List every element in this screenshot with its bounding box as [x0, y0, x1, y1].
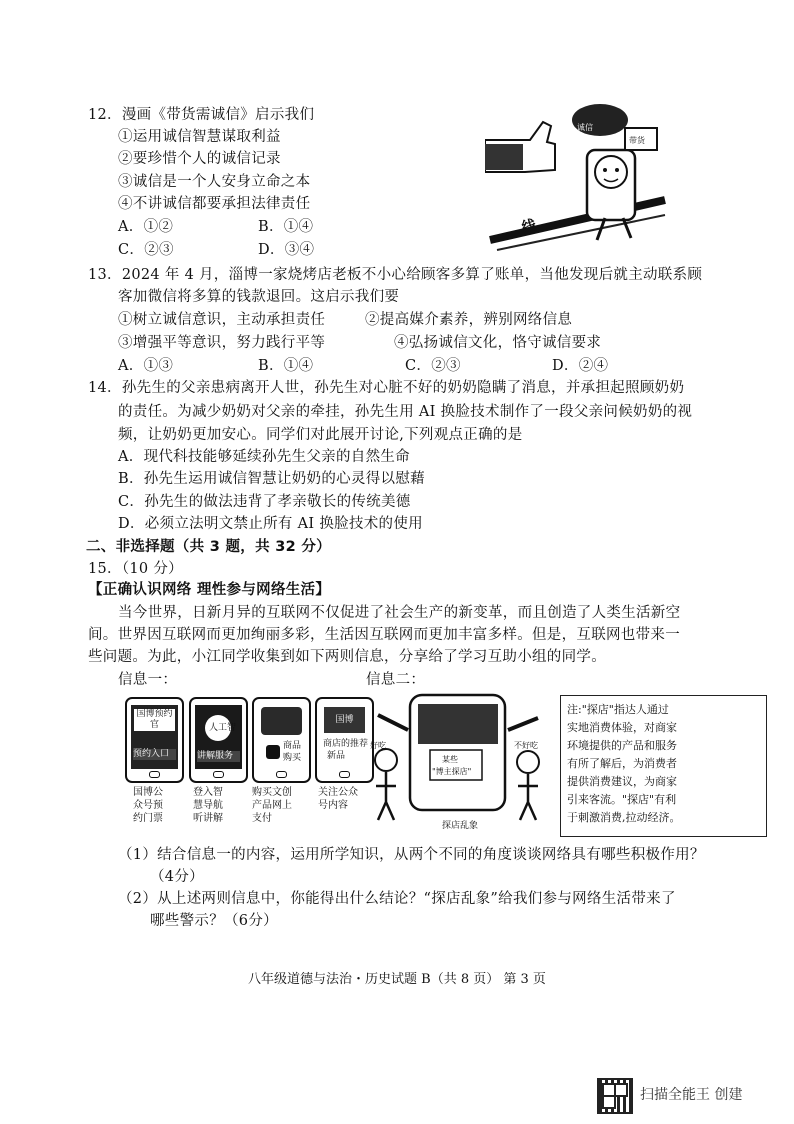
q14-choice-d: D．必须立法明文禁止所有 AI 换脸技术的使用: [118, 516, 423, 532]
q14-line-1: 14．孙先生的父亲患病离开人世，孙先生对心脏不好的奶奶隐瞒了消息，并承担起照顾奶奶: [88, 380, 685, 396]
q15-para-3: 些问题。为此，小江同学收集到如下两则信息，分享给了学习互助小组的同学。: [88, 649, 606, 665]
info-1-label: 信息一：: [118, 672, 178, 688]
q15-theme: 【正确认识网络 理性参与网络生活】: [88, 582, 331, 598]
home-button-icon: [149, 771, 160, 778]
phone-3-screen-2: 购买: [283, 753, 302, 763]
wechat-pay-icon: [266, 745, 280, 759]
q12-stem: 12．漫画《带货需诚信》启示我们: [88, 107, 315, 123]
q15-sub-1b: （4分）: [150, 869, 204, 885]
home-button-icon: [276, 771, 287, 778]
phone-4-screen-1: 国博: [324, 707, 365, 733]
q13-option-3: ③增强平等意识，努力践行平等: [118, 335, 326, 351]
q15-sub-2a: （2）从上述两则信息中，你能得出什么结论？“探店乱象”给我们参与网络生活带来了: [118, 891, 676, 907]
phone-4-screen-2: 商店的推荐: [323, 739, 369, 749]
note-line-2: 实地消费体验，对商家: [567, 721, 677, 734]
phone-1-screen-title: 国博预约官: [134, 709, 175, 731]
q13-line-2: 客加微信将多算的钱款退回。这启示我们要: [118, 289, 400, 305]
cartoon-caption: 探店乱象: [442, 821, 479, 831]
q14-choice-c: C．孙先生的做法违背了孝亲敬长的传统美德: [118, 494, 411, 510]
q13-option-4: ④弘扬诚信文化，恪守诚信要求: [394, 335, 602, 351]
q15-sub-1a: （1）结合信息一的内容，运用所学知识，从两个不同的角度谈谈网络具有哪些积极作用？: [118, 847, 705, 863]
q13-choice-d: D．②④: [552, 358, 609, 374]
q14-choice-a: A．现代科技能够延续孙先生父亲的自然生命: [118, 449, 410, 465]
cartoon-left-tag: 好吃: [370, 741, 386, 750]
cartoon-right-tag: 不好吃: [514, 741, 538, 750]
cartoon-sign-line-1: 某些: [442, 755, 458, 764]
q12-option-1: ①运用诚信智慧谋取利益: [118, 129, 281, 145]
q14-line-3: 频，让奶奶更加安心。同学们对此展开讨论,下列观点正确的是: [118, 427, 523, 443]
q13-choice-c: C．②③: [405, 358, 461, 374]
q12-option-2: ②要珍惜个人的诚信记录: [118, 151, 281, 167]
scanner-watermark: 扫描全能王 创建: [640, 1087, 743, 1103]
phone-2-screen-button: 讲解服务: [197, 751, 240, 762]
qr-code-icon: [597, 1078, 633, 1114]
q15-para-1: 当今世界，日新月异的互联网不仅促进了社会生产的新变革，而且创造了人类生活新空: [118, 605, 681, 621]
home-button-icon: [213, 771, 224, 778]
tandian-cartoon: [368, 690, 553, 835]
phone-3-screen-1: 商品: [283, 741, 302, 751]
note-line-5: 提供消费建议，为商家: [567, 775, 677, 788]
section-2-heading: 二、非选择题（共 3 题，共 32 分）: [86, 539, 331, 555]
phone-4-screen-3: 新品: [327, 751, 346, 761]
phone-3: [252, 697, 311, 783]
q14-line-2: 的责任。为减少奶奶对父亲的牵挂，孙先生用 AI 换脸技术制作了一段父亲问候奶奶的视: [118, 404, 693, 420]
q12-comic: [485, 100, 670, 260]
q13-choice-a: A．①③: [118, 358, 174, 374]
info-2-label: 信息二：: [366, 672, 426, 688]
q12-choice-b: B．①④: [258, 219, 314, 235]
phone-3-caption: 购买文创 产品网上 支付: [252, 787, 292, 824]
q12-option-4: ④不讲诚信都要承担法律责任: [118, 196, 311, 212]
q15-sub-2b: 哪些警示？（6分）: [150, 913, 278, 929]
note-line-4: 有所了解后，为消费者: [567, 757, 677, 770]
q13-option-1: ①树立诚信意识，主动承担责任: [118, 312, 326, 328]
phone-2-caption: 登入智 慧导航 听讲解: [193, 787, 223, 824]
q13-option-2: ②提高媒介素养，辨别网络信息: [365, 312, 573, 328]
q12-choice-a: A．①②: [118, 219, 174, 235]
q15-head: 15．（10 分）: [88, 561, 183, 577]
page-footer: 八年级道德与法治・历史试题 B（共 8 页） 第 3 页: [248, 972, 546, 987]
phone-1: [125, 697, 184, 783]
phone-2-screen-ai: 人工智: [209, 723, 237, 733]
product-image: [261, 707, 302, 735]
note-line-7: 于刺激消费,拉动经济。: [567, 811, 681, 824]
q12-choice-c: C．②③: [118, 242, 174, 258]
cartoon-sign-line-2: "博主探店": [432, 767, 472, 776]
home-button-icon: [339, 771, 350, 778]
note-line-3: 环境提供的产品和服务: [567, 739, 677, 752]
phone-4: [315, 697, 374, 783]
q13-line-1: 13．2024 年 4 月，淄博一家烧烤店老板不小心给顾客多算了账单，当他发现后就主动联系顾: [88, 267, 703, 283]
phone-1-screen-button: 预约入口: [133, 749, 176, 760]
note-line-1: 注:"探店"指达人通过: [567, 703, 669, 716]
q15-para-2: 间。世界因互联网而更加绚丽多彩，生活因互联网而更加丰富多样。但是，互联网也带来一: [88, 627, 680, 643]
phone-1-caption: 国博公 众号预 约门票: [133, 787, 163, 824]
comic-word-line: 线: [520, 217, 538, 236]
q12-choice-d: D．③④: [258, 242, 315, 258]
q13-choice-b: B．①④: [258, 358, 314, 374]
comic-word-daihuo: 带货: [629, 136, 645, 145]
note-line-6: 引来客流。"探店"有利: [567, 793, 677, 806]
comic-word-chengxin: 诚信: [577, 123, 593, 132]
q14-choice-b: B．孙先生运用诚信智慧让奶奶的心灵得以慰藉: [118, 471, 425, 487]
phone-2: [189, 697, 248, 783]
phone-4-caption: 关注公众 号内容: [318, 787, 358, 811]
q12-option-3: ③诚信是一个人安身立命之本: [118, 174, 311, 190]
tandian-note-box: [560, 695, 767, 837]
